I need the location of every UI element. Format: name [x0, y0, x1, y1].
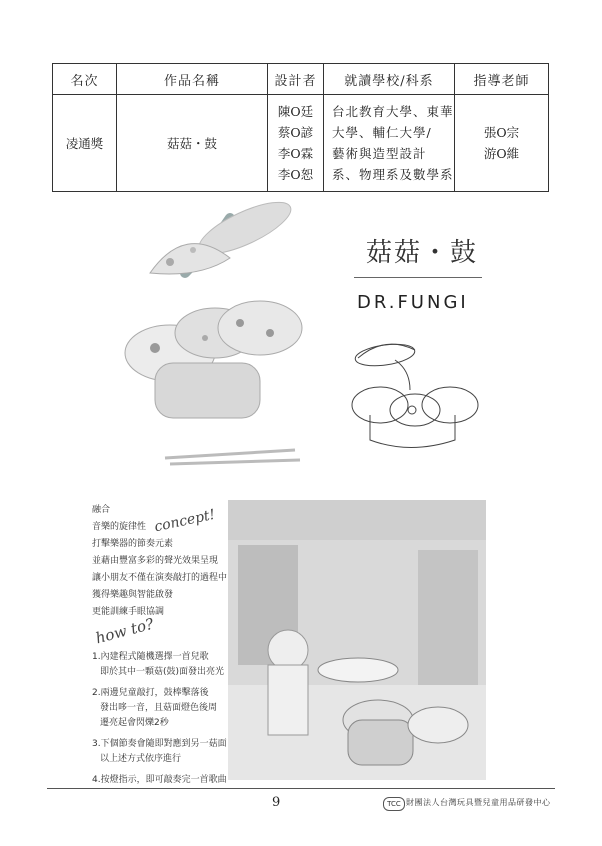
- teacher-name: 張O宗: [483, 125, 520, 140]
- cell-work: 菇菇・鼓: [117, 95, 268, 192]
- step-line: 4.按燈指示，即可敲奏完一首歌曲: [92, 775, 227, 785]
- cell-teachers: [455, 95, 549, 192]
- school-line: 台北教育大學、東華: [332, 104, 454, 119]
- howto-step: [92, 650, 227, 680]
- mushroom-drum-photo: [90, 198, 346, 474]
- concept-line: 融合: [92, 505, 111, 515]
- header-teacher: 指導老師: [455, 64, 549, 95]
- step-line: 遷亮起會閃爍2秒: [100, 718, 169, 728]
- school-line: 藝術與造型設計: [332, 146, 427, 161]
- howto-step: [92, 686, 227, 731]
- concept-line: 音樂的旋律性: [92, 522, 147, 532]
- cell-rank: 凌通獎: [53, 95, 117, 192]
- step-line: 發出哆一音，且菇面燈色後周: [100, 703, 218, 713]
- header-work: 作品名稱: [117, 64, 268, 95]
- concept-line: 並藉由豐富多彩的聲光效果呈現: [92, 556, 219, 566]
- footer-organization: 財團法人台灣玩具暨兒童用品研發中心: [406, 798, 551, 807]
- step-line: 2.兩邊兒童敲打，鼓棒擊落後: [92, 688, 209, 698]
- step-line: 即於其中一顆菇(鼓)面發出亮光: [100, 667, 225, 677]
- concept-line: 更能訓練手眼協調: [92, 607, 165, 617]
- howto-step: [92, 737, 227, 767]
- howto-steps: [92, 650, 227, 794]
- title-divider: [354, 277, 482, 278]
- school-line: 大學、輔仁大學/: [332, 125, 432, 140]
- designer-name: 陳O廷: [277, 104, 314, 119]
- designer-name: 蔡O諺: [277, 125, 314, 140]
- table-header-row: [53, 64, 549, 95]
- concept-tag: concept!: [153, 506, 217, 536]
- howto-tag: how to?: [93, 614, 156, 648]
- product-title-cn: 菇菇・鼓: [366, 238, 479, 268]
- header-designer: 設計者: [268, 64, 324, 95]
- step-line: 1.內建程式隨機選擇一首兒歌: [92, 652, 209, 662]
- step-line: 以上述方式依序進行: [100, 754, 182, 764]
- teacher-name: 游O維: [483, 146, 520, 161]
- designer-name: 李O霖: [277, 146, 314, 161]
- school-line: 系、物理系及數學系: [332, 167, 454, 182]
- concept-line: 讓小朋友不僅在演奏敲打的過程中: [92, 573, 228, 583]
- cell-designers: [268, 95, 324, 192]
- concept-line: 獲得樂趣與智能啟發: [92, 590, 174, 600]
- classroom-photo: [228, 500, 486, 780]
- award-table: [52, 63, 549, 192]
- header-rank: 名次: [53, 64, 117, 95]
- concept-line: 打擊樂器的節奏元素: [92, 539, 174, 549]
- product-title-en: DR.FUNGI: [357, 292, 469, 313]
- tcc-logo: TCC: [383, 797, 405, 811]
- mushroom-drum-sketch: [340, 330, 500, 460]
- designer-name: 李O恕: [277, 167, 314, 182]
- howto-step: [92, 773, 227, 788]
- footer-divider: [47, 788, 555, 789]
- cell-school: [324, 95, 455, 192]
- page-number: 9: [272, 795, 281, 810]
- table-row: [53, 95, 549, 192]
- step-line: 3.下個節奏會隨即對應到另一菇面: [92, 739, 227, 749]
- header-school: 就讀學校/科系: [324, 64, 455, 95]
